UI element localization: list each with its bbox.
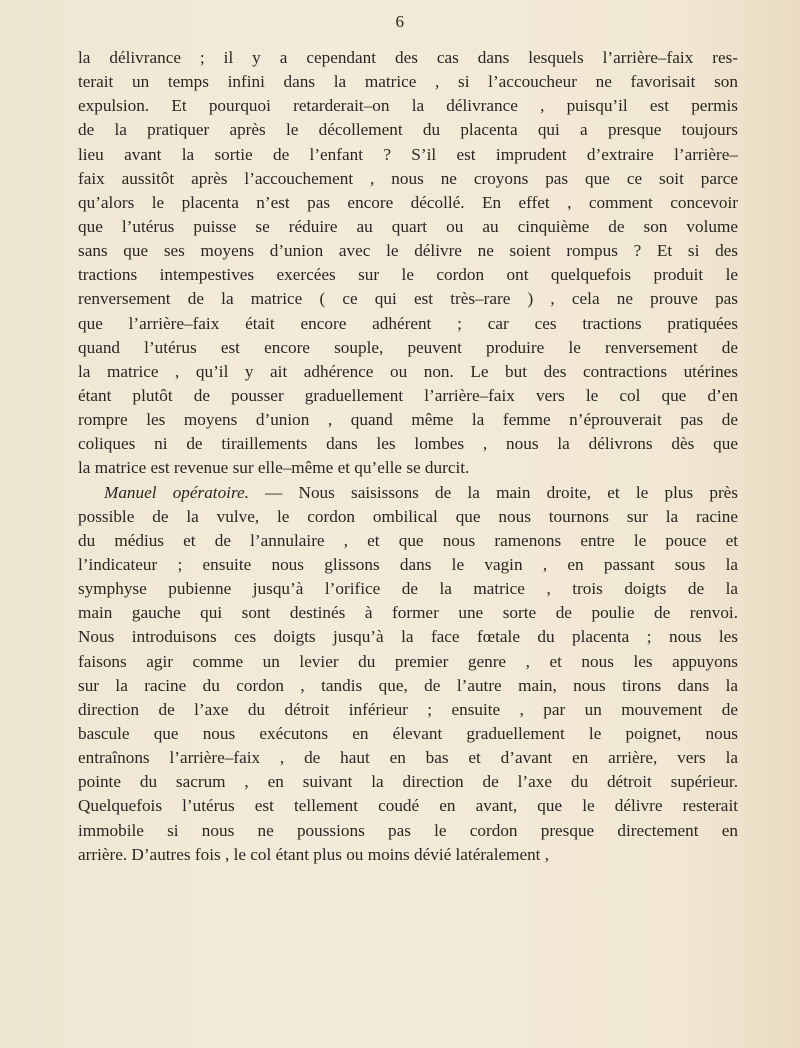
text-line: arrière. D’autres fois , le col étant plus ou moins dévié latéralement , [78, 844, 550, 864]
text-line: sur la racine du cordon , tandis que, de l’autre main, nous tirons dans la [78, 675, 738, 695]
text-line: quand l’utérus est encore souple, peuvent produire le renversement de [78, 337, 738, 357]
text-line: coliques ni de tiraillements dans les lombes , nous la délivrons dès que [78, 434, 738, 454]
text-line: étant plutôt de pousser graduellement l’arrière–faix vers le col que d’en [78, 385, 738, 405]
text-line: que l’arrière–faix était encore adhérent ; car ces tractions pratiquées [78, 313, 738, 333]
text-line: sans que ses moyens d’union avec le délivre ne soient rompus ? Et si des [78, 241, 738, 261]
text-line: rompre les moyens d’union , quand même la femme n’éprouverait pas de [78, 410, 738, 430]
text-line: l’indicateur ; ensuite nous glissons dans le vagin , en passant sous la [78, 554, 738, 574]
text-line: terait un temps infini dans la matrice , si l’accoucheur ne favorisait son [78, 72, 738, 92]
text-line: direction de l’axe du détroit inférieur ; ensuite , par un mouvement de [78, 699, 738, 719]
text-line: la matrice , qu’il y ait adhérence ou non. Le but des contractions utérines [78, 361, 738, 381]
text-line: renversement de la matrice ( ce qui est très–rare ) , cela ne prouve pas [78, 289, 738, 309]
text-line: possible de la vulve, le cordon ombilical que nous tournons sur la racine [78, 506, 738, 526]
text-line: bascule que nous exécutons en élevant graduellement le poignet, nous [78, 723, 738, 743]
text-line: main gauche qui sont destinés à former une sorte de poulie de renvoi. [78, 603, 738, 623]
text-line: pointe du sacrum , en suivant la direction de l’axe du détroit supérieur. [78, 772, 738, 792]
page-number: 6 [395, 12, 405, 31]
text-line: la matrice est revenue sur elle–même et qu’elle se durcit. [78, 458, 470, 478]
text-line: symphyse pubienne jusqu’à l’orifice de la matrice , trois doigts de la [78, 579, 738, 599]
text-line: lieu avant la sortie de l’enfant ? S’il est imprudent d’extraire l’arrière– [78, 144, 738, 164]
text-line: de la pratiquer après le décollement du placenta qui a presque toujours [78, 120, 738, 140]
text-line: faix aussitôt après l’accouchement , nous ne croyons pas que ce soit parce [78, 168, 738, 188]
section-first-line-text: — Nous saisissons de la main droite, et le plus près [248, 482, 738, 502]
text-line: qu’alors le placenta n’est pas encore décollé. En effet , comment concevoir [78, 192, 738, 212]
text-line: faisons agir comme un levier du premier genre , et nous les appuyons [78, 651, 738, 671]
text-line: Nous introduisons ces doigts jusqu’à la face fœtale du placenta ; nous les [78, 627, 738, 647]
text-line: immobile si nous ne poussions pas le cordon presque directement en [78, 820, 738, 840]
text-line: Quelquefois l’utérus est tellement coudé en avant, que le délivre resterait [78, 796, 738, 816]
text-line: tractions intempestives exercées sur le cordon ont quelquefois produit le [78, 265, 738, 285]
text-line: que l’utérus puisse se réduire au quart ou au cinquième de son volume [78, 216, 738, 236]
text-line: la délivrance ; il y a cependant des cas dans lesquels l’arrière–faix res- [78, 48, 738, 67]
text-line: expulsion. Et pourquoi retarderait–on la délivrance , puisqu’il est permis [78, 96, 738, 116]
text-line: entraînons l’arrière–faix , de haut en bas et d’avant en arrière, vers la [78, 748, 738, 768]
section-heading: Manuel opératoire. [104, 482, 249, 502]
section-first-line [78, 481, 738, 505]
text-line: du médius et de l’annulaire , et que nous ramenons entre le pouce et [78, 530, 738, 550]
body-text [78, 46, 738, 867]
